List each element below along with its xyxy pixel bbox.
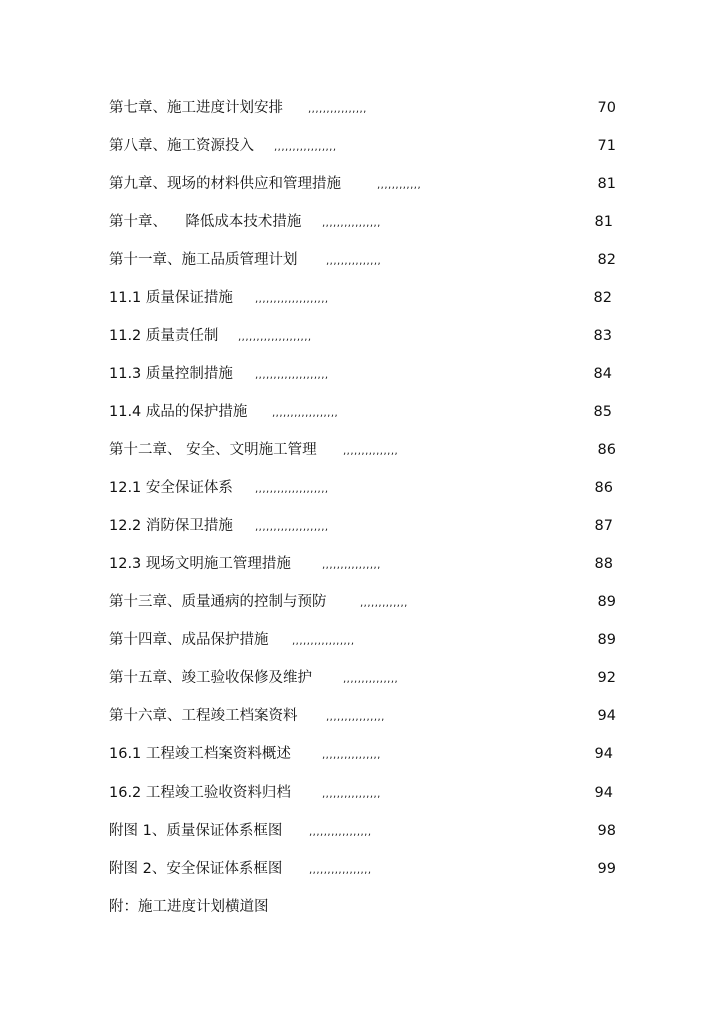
toc-entry-title: 11.2 质量责任制 [109, 328, 219, 344]
toc-entry-title: 16.2 工程竣工验收资料归档 [109, 785, 291, 801]
toc-leader-dots: ,,,,,,,,,,,,,,,,,,,, [255, 522, 329, 533]
toc-leader-dots: ,,,,,,,,,,,,,,,,,,,, [238, 332, 312, 343]
toc-page-number: 82 [597, 252, 616, 268]
toc-entry-title: 第十二章、 安全、文明施工管理 [109, 442, 317, 458]
toc-entry-title: 第十一章、施工品质管理计划 [109, 252, 298, 268]
toc-entry-title: 第十六章、工程竣工档案资料 [109, 708, 298, 724]
toc-entry-title: 12.3 现场文明施工管理措施 [109, 556, 291, 572]
toc-entry-title: 第九章、现场的材料供应和管理措施 [109, 176, 341, 192]
toc-entry-title: 11.3 质量控制措施 [109, 366, 233, 382]
toc-entry-title: 第十三章、质量通病的控制与预防 [109, 594, 327, 610]
toc-entry[interactable] [0, 439, 724, 461]
toc-leader-dots: ,,,,,,,,,,,,,,,, [322, 789, 381, 800]
toc-page-number: 87 [594, 518, 613, 534]
appendix-note[interactable]: 附：施工进度计划横道图 [109, 899, 269, 915]
toc-leader-dots: ,,,,,,,,,,,,,,,,,,,, [255, 370, 329, 381]
toc-leader-dots: ,,,,,,,,,,,,,,,,,,,, [255, 294, 329, 305]
toc-entry[interactable] [0, 858, 724, 880]
toc-entry[interactable] [0, 173, 724, 195]
toc-page-number: 83 [593, 328, 612, 344]
toc-entry[interactable] [0, 97, 724, 119]
toc-entry-title: 第十四章、成品保护措施 [109, 632, 269, 648]
toc-leader-dots: ,,,,,,,,,,,,,,, [326, 256, 382, 267]
toc-entry[interactable] [0, 363, 724, 385]
toc-page-number: 85 [593, 404, 612, 420]
toc-entry[interactable] [0, 401, 724, 423]
toc-page-number: 92 [597, 670, 616, 686]
toc-entry-title: 12.2 消防保卫措施 [109, 518, 233, 534]
toc-leader-dots: ,,,,,,,,,,,,,,,,, [309, 827, 372, 838]
toc-entry[interactable] [0, 705, 724, 727]
toc-entry[interactable] [0, 820, 724, 842]
toc-entry[interactable] [0, 743, 724, 765]
toc-page-number: 81 [597, 176, 616, 192]
toc-leader-dots: ,,,,,,,,,,,,,,,,,,,, [255, 484, 329, 495]
toc-entry-title: 第十五章、竣工验收保修及维护 [109, 670, 312, 686]
toc-entry[interactable] [0, 629, 724, 651]
toc-entry[interactable] [0, 287, 724, 309]
toc-page-number: 89 [597, 632, 616, 648]
toc-entry[interactable] [0, 211, 724, 233]
toc-leader-dots: ,,,,,,,,,,,,,,,, [322, 218, 381, 229]
toc-entry[interactable] [0, 135, 724, 157]
toc-page-number: 94 [594, 785, 613, 801]
toc-leader-dots: ,,,,,,,,,,,,,,,,, [309, 865, 372, 876]
toc-page-number: 86 [594, 480, 613, 496]
toc-page-number: 70 [597, 100, 616, 116]
toc-entry-title: 第八章、施工资源投入 [109, 138, 254, 154]
toc-entry-title: 附图 2、安全保证体系框图 [109, 861, 283, 877]
toc-entry[interactable] [0, 477, 724, 499]
toc-entry[interactable] [0, 515, 724, 537]
toc-leader-dots: ,,,,,,,,,,,,,,,,, [274, 142, 337, 153]
toc-entry-title: 第七章、施工进度计划安排 [109, 100, 283, 116]
toc-leader-dots: ,,,,,,,,,,,,,,,,, [292, 636, 355, 647]
toc-entry[interactable] [0, 325, 724, 347]
toc-leader-dots: ,,,,,,,,,,,,,,,, [322, 560, 381, 571]
toc-page-number: 81 [594, 214, 613, 230]
toc-entry[interactable] [0, 591, 724, 613]
toc-leader-dots: ,,,,,,,,,,,,,,,, [326, 712, 385, 723]
toc-page-number: 86 [597, 442, 616, 458]
toc-leader-dots: ,,,,,,,,,,,,,,, [343, 446, 399, 457]
toc-entry-title: 第十章、 降低成本技术措施 [109, 214, 302, 230]
toc-leader-dots: ,,,,,,,,,,,, [377, 180, 422, 191]
toc-leader-dots: ,,,,,,,,,,,,, [360, 598, 408, 609]
toc-entry[interactable] [0, 553, 724, 575]
toc-leader-dots: ,,,,,,,,,,,,,,, [343, 674, 399, 685]
toc-page-number: 88 [594, 556, 613, 572]
toc-entry-title: 16.1 工程竣工档案资料概述 [109, 746, 291, 762]
toc-page-number: 98 [597, 823, 616, 839]
toc-entry-title: 11.4 成品的保护措施 [109, 404, 248, 420]
toc-page-number: 89 [597, 594, 616, 610]
toc-entry[interactable] [0, 782, 724, 804]
toc-page-number: 99 [597, 861, 616, 877]
toc-entry-title: 11.1 质量保证措施 [109, 290, 233, 306]
toc-leader-dots: ,,,,,,,,,,,,,,,, [322, 750, 381, 761]
toc-page-number: 94 [594, 746, 613, 762]
toc-page-number: 71 [597, 138, 616, 154]
toc-page-number: 84 [593, 366, 612, 382]
toc-leader-dots: ,,,,,,,,,,,,,,,,,, [272, 408, 339, 419]
toc-page-number: 82 [593, 290, 612, 306]
toc-entry[interactable] [0, 249, 724, 271]
toc-leader-dots: ,,,,,,,,,,,,,,,, [308, 104, 367, 115]
toc-entry[interactable] [0, 667, 724, 689]
toc-page-number: 94 [597, 708, 616, 724]
toc-entry-title: 附图 1、质量保证体系框图 [109, 823, 283, 839]
toc-entry-title: 12.1 安全保证体系 [109, 480, 233, 496]
